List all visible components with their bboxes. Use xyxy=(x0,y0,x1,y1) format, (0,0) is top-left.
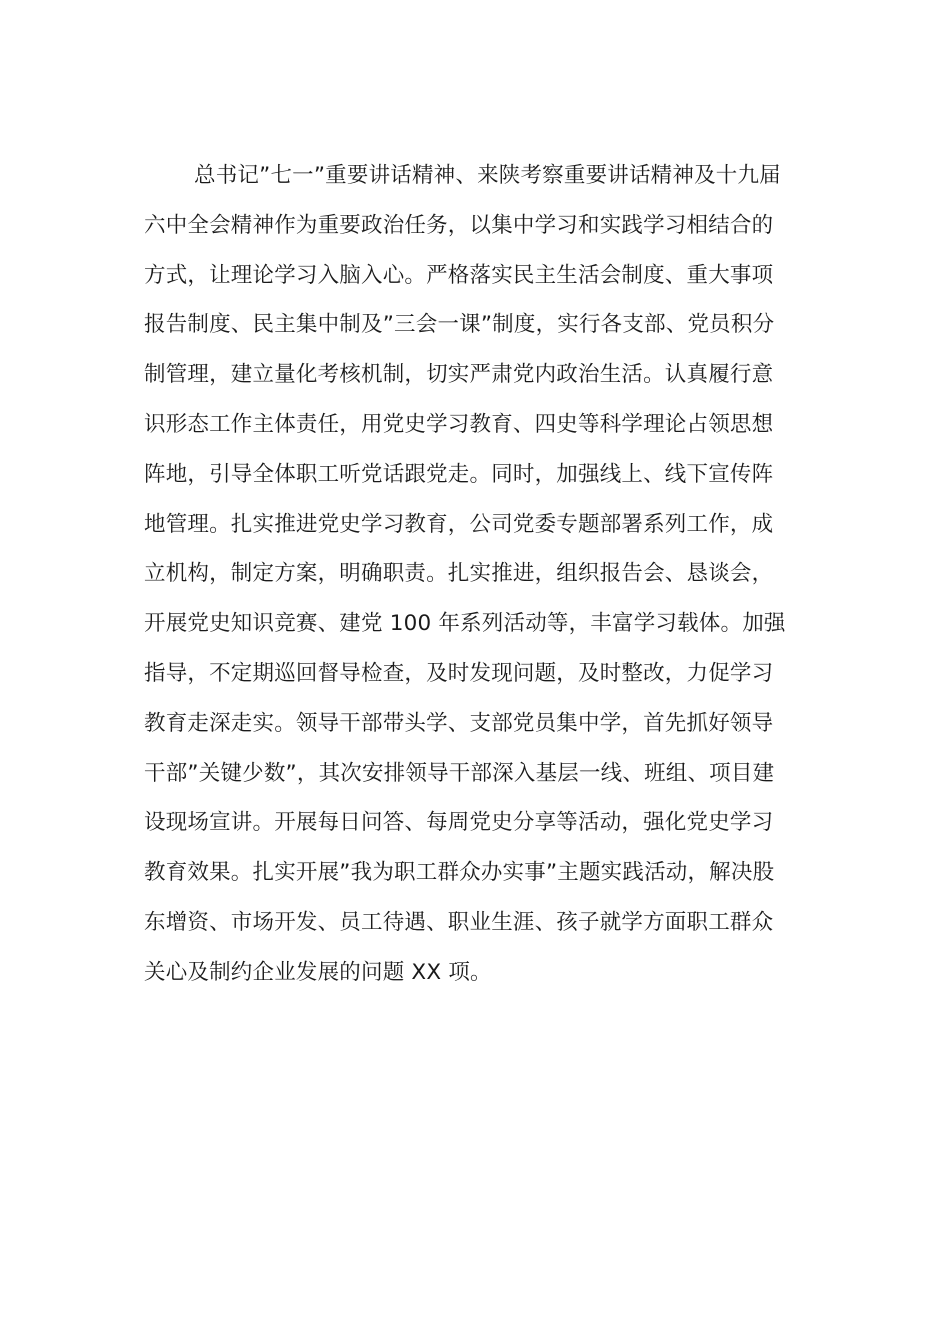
paragraph-line-15: 教育效果。扎实开展”我为职工群众办实事”主题实践活动，解决股 xyxy=(144,860,775,886)
paragraph-line-16: 东增资、市场开发、员工待遇、职业生涯、孩子就学方面职工群众 xyxy=(144,909,774,935)
paragraph-line-5: 制管理，建立量化考核机制，切实严肃党内政治生活。认真履行意 xyxy=(144,362,774,388)
body-paragraph xyxy=(144,151,808,998)
paragraph-line-17: 关心及制约企业发展的问题 XX 项。 xyxy=(144,959,492,985)
paragraph-line-2: 六中全会精神作为重要政治任务，以集中学习和实践学习相结合的 xyxy=(144,212,774,238)
paragraph-line-10: 开展党史知识竞赛、建党 100 年系列活动等，丰富学习载体。加强 xyxy=(144,611,786,637)
paragraph-line-14: 设现场宣讲。开展每日问答、每周党史分享等活动，强化党史学习 xyxy=(144,810,774,836)
paragraph-line-13: 干部”关键少数”，其次安排领导干部深入基层一线、班组、项目建 xyxy=(144,760,775,786)
paragraph-line-3: 方式，让理论学习入脑入心。严格落实民主生活会制度、重大事项 xyxy=(144,262,774,288)
paragraph-line-12: 教育走深走实。领导干部带头学、支部党员集中学，首先抓好领导 xyxy=(144,710,774,736)
paragraph-line-4: 报告制度、民主集中制及”三会一课”制度，实行各支部、党员积分 xyxy=(144,312,775,338)
paragraph-line-6: 识形态工作主体责任，用党史学习教育、四史等科学理论占领思想 xyxy=(144,411,774,437)
paragraph-line-7: 阵地，引导全体职工听党话跟党走。同时，加强线上、线下宣传阵 xyxy=(144,461,774,487)
paragraph-line-1: 总书记”七一”重要讲话精神、来陕考察重要讲话精神及十九届 xyxy=(194,163,781,188)
paragraph-line-11: 指导，不定期巡回督导检查，及时发现问题，及时整改，力促学习 xyxy=(144,660,774,686)
paragraph-line-9: 立机构，制定方案，明确职责。扎实推进，组织报告会、恳谈会， xyxy=(144,561,774,587)
paragraph-line-8: 地管理。扎实推进党史学习教育，公司党委专题部署系列工作，成 xyxy=(144,511,774,537)
